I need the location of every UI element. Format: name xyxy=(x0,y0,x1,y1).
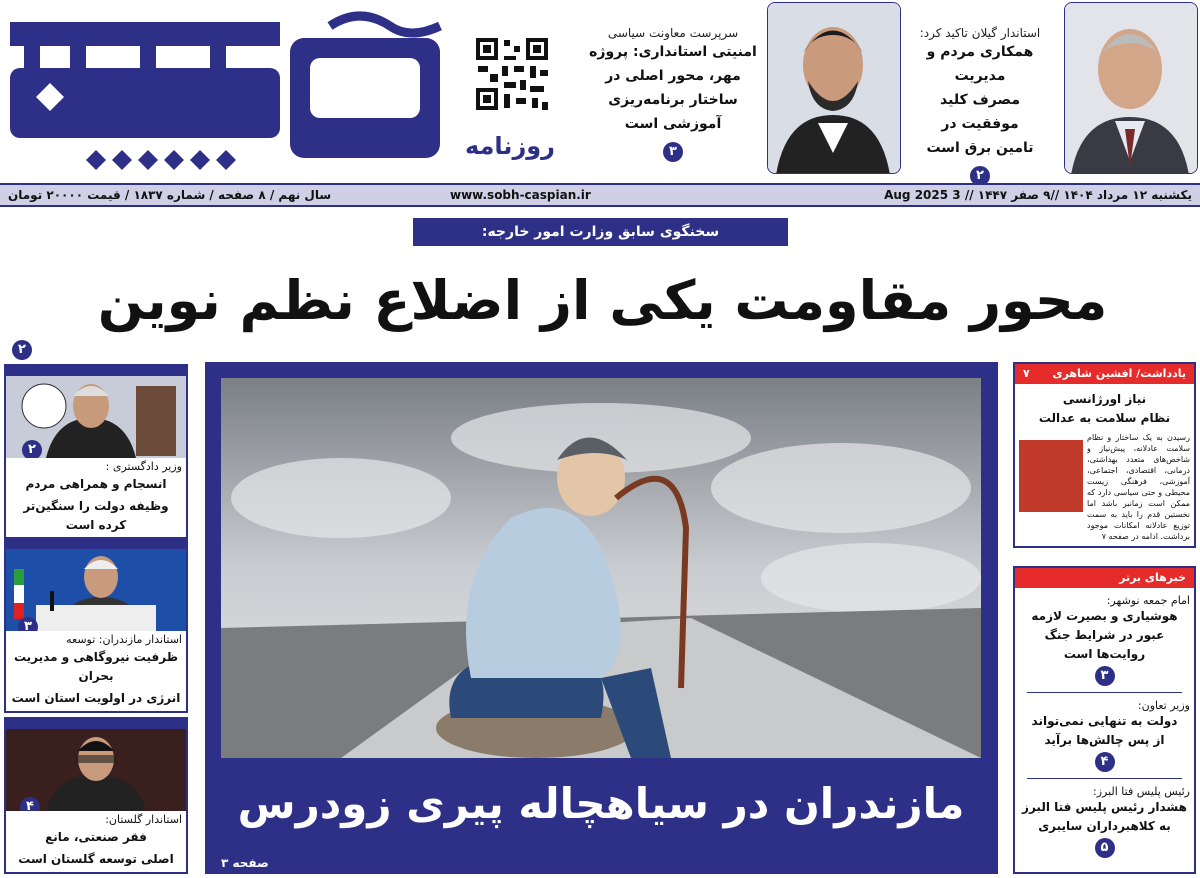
story-kicker: وزیر دادگستری : xyxy=(105,460,182,473)
story-line: انسجام و همراهی مردم xyxy=(25,477,167,491)
page-badge: ۳ xyxy=(1095,666,1115,686)
page-badge: ۳ xyxy=(18,617,38,631)
news-line: دولت به تنهایی نمی‌تواند xyxy=(1031,714,1178,728)
page-badge: ۲ xyxy=(22,440,42,458)
website-link[interactable]: www.sobh-caspian.ir xyxy=(450,188,591,202)
news-header xyxy=(1015,568,1194,588)
news-kicker: وزیر تعاون: xyxy=(1137,699,1190,712)
news-line: هوشیاری و بصیرت لازمه xyxy=(1031,609,1178,623)
note-photo xyxy=(1019,440,1083,512)
teaser-gilan[interactable] xyxy=(910,26,1050,186)
note-body: رسیدن به یک ساختار و نظام سلامت عادلانه، پیش‌نیاز و شاخص‌های متعدد بهداشتی، درمانی، اقتصادی، اجتماعی، آموزشی، فرهنگی زیست محیطی و حتی سیاسی دارد که ممکن است زمانبر باشد اما نخستین قدم را باید به سمت توزیع عادلانه امکانات موجود برداشت. ادامه در صفحه ۷ xyxy=(1087,433,1190,541)
news-header-label: خبرهای برتر xyxy=(1119,571,1186,584)
divider xyxy=(1027,778,1182,779)
issue-date: یکشنبه ۱۲ مرداد ۱۴۰۴ //۹ صفر ۱۴۴۷ // 3 Aug 2025 xyxy=(884,188,1192,202)
main-story-photo xyxy=(221,378,981,758)
story-line: وظیفه دولت را سنگین‌تر کرده است xyxy=(23,499,169,532)
page-badge: ۴ xyxy=(1095,752,1115,772)
teaser-line: همکاری مردم و مدیریت xyxy=(926,44,1034,84)
story-line: انرژی در اولویت استان است xyxy=(11,691,181,705)
teaser-line: مهر، محور اصلی در xyxy=(605,68,741,84)
story-kicker: استاندار مازندران: توسعه xyxy=(66,633,182,646)
page-badge: ۲ xyxy=(970,166,990,186)
teaser-kicker: سرپرست معاونت سیاسی xyxy=(607,26,739,40)
side-story-justice[interactable] xyxy=(4,364,188,540)
news-line: هشدار رئیس پلیس فتا البرز xyxy=(1022,800,1187,814)
story-photo xyxy=(6,366,186,458)
news-kicker: رئیس پلیس فتا البرز: xyxy=(1093,785,1190,798)
qr-code[interactable] xyxy=(474,36,550,112)
main-story-page: صفحه ۳ xyxy=(221,856,269,870)
story-photo xyxy=(6,719,186,811)
news-line: به کلاهبرداران سایبری xyxy=(1038,819,1171,833)
governor-photo xyxy=(1064,2,1198,174)
newspaper-logo xyxy=(10,8,450,178)
issue-info-bar xyxy=(0,183,1200,207)
side-story-golestan[interactable] xyxy=(4,717,188,874)
teaser-line: مصرف کلید موفقیت در xyxy=(940,92,1020,132)
teaser-line: امنیتی استانداری: پروژه xyxy=(589,44,757,60)
teaser-line: تامین برق است xyxy=(926,140,1034,156)
top-news-box[interactable] xyxy=(1013,566,1196,874)
page-badge: ۴ xyxy=(20,797,40,811)
side-story-mazandaran[interactable] xyxy=(4,537,188,713)
page-badge: ۵ xyxy=(1095,838,1115,858)
story-line: ظرفیت نیروگاهی و مدیریت بحران xyxy=(13,650,179,683)
news-line: عبور در شرایط جنگ روایت‌ها است xyxy=(1044,628,1165,661)
issue-details: سال نهم / ۸ صفحه / شماره ۱۸۳۷ / قیمت ۲۰۰۰۰ تومان xyxy=(8,188,332,202)
note-header-label: یادداشت/ افشین شاهری xyxy=(1052,367,1186,380)
teaser-political[interactable] xyxy=(588,26,758,162)
teaser-line: ساختار برنامه‌ریزی xyxy=(608,92,738,108)
teaser-line: آموزشی است xyxy=(624,116,722,132)
story-photo xyxy=(6,539,186,631)
editorial-note[interactable] xyxy=(1013,362,1196,548)
note-page: ۷ xyxy=(1023,367,1030,380)
daily-label: روزنامه xyxy=(465,132,555,160)
lead-kicker: سخنگوی سابق وزارت امور خارجه: xyxy=(413,218,788,246)
story-line: اصلی توسعه گلستان است xyxy=(18,852,174,866)
note-title-1: نیاز اورژانسی xyxy=(1062,392,1147,406)
news-kicker: امام جمعه نوشهر: xyxy=(1106,594,1190,607)
story-line: فقر صنعتی، مانع xyxy=(45,830,147,844)
page-badge: ۲ xyxy=(12,340,32,360)
main-story-title[interactable]: مازندران در سیاهچاله پیری زودرس xyxy=(237,779,965,828)
page-badge: ۳ xyxy=(663,142,683,162)
story-kicker: استاندار گلستان: xyxy=(105,813,182,826)
note-title-2: نظام سلامت به عدالت xyxy=(1038,411,1171,425)
teaser-kicker: استاندار گیلان تاکید کرد: xyxy=(919,26,1041,40)
news-line: از پس چالش‌ها برآید xyxy=(1044,733,1165,747)
lead-headline[interactable]: محور مقاومت یکی از اضلاع نظم نوین xyxy=(97,269,1108,332)
note-header xyxy=(1015,364,1194,384)
official-photo xyxy=(767,2,901,174)
divider xyxy=(1027,692,1182,693)
